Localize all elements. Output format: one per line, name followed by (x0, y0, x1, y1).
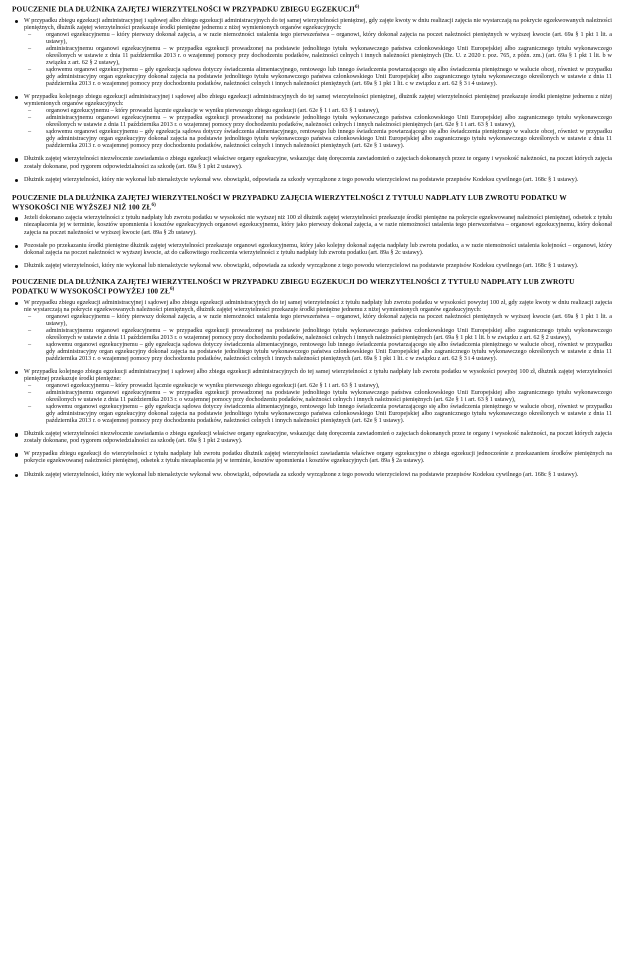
footnote-marker: 6) (355, 5, 360, 10)
paragraph-text: W przypadku zbiegu egzekucji do wierzytelności z tytułu nadpłaty lub zwrotu podatku dłużnik zajętej wierzytelności zawiadamia właściwe organy egzekucyjne o zbiegu egzekucji jednocześnie z przekazaniem środków pieniężnych na pokrycie egzekwowanej należności pieniężnej, odsetek z tytułu niezapłacenia jej w terminie, kosztów upomnienia i kosztów egzekucyjnych (art. 89a § 2a ustawy). (24, 451, 612, 465)
section-title-text: POUCZENIE DLA DŁUŻNIKA ZAJĘTEJ WIERZYTELNOŚCI W PRZYPADKU ZBIEGU EGZEKUCJI (12, 4, 355, 14)
bullet-item (12, 18, 612, 88)
bullet-item (12, 156, 612, 170)
notice-section (12, 278, 612, 479)
dash-list-item: – administracyjnemu organowi egzekucyjnemu – w przypadku egzekucji prowadzonej na podstawie jednolitego tytułu wykonawczego państwa członkowskiego Unii Europejskiej albo zagranicznego tytułu wykonawczego określonych w ustawie z dnia 11 października 2013 r. o wzajemnej pomocy przy dochodzeniu podatków, należności celnych i innych należności pieniężnych (Dz. U. z 2020 r. poz. 765, z późn. zm.) (art. 69a § 1 pkt 1 lit. b w związku z art. 62 § 2 ustawy), (24, 46, 612, 67)
section-title (12, 194, 612, 212)
dash-list-item: – administracyjnemu organowi egzekucyjnemu – w przypadku egzekucji prowadzonej na podstawie jednolitego tytułu wykonawczego państwa członkowskiego Unii Europejskiej albo zagranicznego tytułu wykonawczego określonych w ustawie z dnia 11 października 2013 r. o wzajemnej pomocy przy dochodzeniu podatków, należności celnych i innych należności pieniężnych (art. 62e § 1 i art. 63 § 1 ustawy), (24, 115, 612, 129)
notice-section (12, 194, 612, 270)
dash-list-item: – administracyjnemu organowi egzekucyjnemu – w przypadku egzekucji prowadzonej na podstawie jednolitego tytułu wykonawczego państwa członkowskiego Unii Europejskiej albo zagranicznego tytułu wykonawczego określonych w ustawie z dnia 11 października 2013 r. o wzajemnej pomocy przy dochodzeniu podatków, należności celnych i innych należności pieniężnych (art. 62e § 1 i art. 63 § 1 ustawy), (24, 390, 612, 404)
section-title (12, 4, 612, 14)
paragraph-text: Pozostałe po przekazaniu środki pieniężne dłużnik zajętej wierzytelności przekazuje organowi egzekucyjnemu, który jako kolejny dokonał zajęcia nadpłaty lub zwrotu podatku, a w razie niemożności ustalenia kolejności – organowi, który dokonał zajęcia na poczet należności w wyższej kwocie, aż do całkowitego rozliczenia wierzytelności z tytułu nadpłaty lub zwrotu podatku (art. 89a § 2c ustawy). (24, 242, 612, 256)
dash-list (24, 32, 612, 88)
paragraph-text: Jeżeli dokonano zajęcia wierzytelności z tytułu nadpłaty lub zwrotu podatku w wysokości nie wyższej niż 100 zł dłużnik zajętej wierzytelności przekazuje środki pieniężne na pokrycie egzekwowanej należności pieniężnej, odsetek z tytułu niezapłacenia jej w terminie, kosztów upomnienia i kosztów egzekucyjnych organowi egzekucyjnemu, który jako pierwszy dokonał zajęcia, a w razie niemożności ustalenia tego pierwszeństwa – organowi egzekucyjnemu, który dokonał zajęcia na poczet należności w wyższej kwocie (art. 89a § 2b ustawy). (24, 215, 612, 236)
footnote-marker: 6) (151, 202, 156, 208)
paragraph-text: Dłużnik zajętej wierzytelności, który nie wykonał lub nienależycie wykonał ww. obowiązki, odpowiada za szkody wyrządzone z tego powodu wierzycielowi na podstawie przepisów Kodeksu cywilnego (art. 168c § 1 ustawy). (24, 471, 579, 478)
bullet-item (12, 369, 612, 425)
dash-list-item: – organowi egzekucyjnemu – który prowadzi łącznie egzekucje w wyniku pierwszego zbiegu egzekucji (art. 62e § 1 i art. 63 § 1 ustawy), (24, 108, 612, 115)
footnote-marker: 6) (169, 286, 175, 292)
dash-list-item: – organowi egzekucyjnemu – który pierwszy dokonał zajęcia, a w razie niemożności ustalenia tego pierwszeństwa – organowi, który dokonał zajęcia na poczet należności pieniężnych w wyższej kwocie (art. 69a § 1 pkt 1 lit. a ustawy), (24, 32, 612, 46)
paragraph-text: W przypadku kolejnego zbiegu egzekucji administracyjnej i sądowej albo zbiegu egzekucji administracyjnych do tej samej wierzytelności pieniężnej, dłużnik zajętej wierzytelności pieniężnej przekazuje środki pieniężne jednemu z niżej wymienionych organów egzekucyjnych: (24, 94, 612, 108)
paragraph-text: Dłużnik zajętej wierzytelności, który nie wykonał lub nienależycie wykonał ww. obowiązki, odpowiada za szkody wyrządzone z tego powodu wierzycielowi na podstawie przepisów Kodeksu cywilnego (art. 168c § 1 ustawy). (24, 176, 579, 183)
paragraph-text: Dłużnik zajętej wierzytelności, który nie wykonał lub nienależycie wykonał ww. obowiązki, odpowiada za szkody wyrządzone z tego powodu wierzycielowi na podstawie przepisów Kodeksu cywilnego (art. 168c § 1 ustawy). (24, 262, 579, 269)
paragraph-text: Dłużnik zajętej wierzytelności niezwłocznie zawiadamia o zbiegu egzekucji właściwe organy egzekucyjne, wskazując datę doręczenia zawiadomień o zajęciach dokonanych przez te organy i wysokość należności, na poczet których zajęcia zostały dokonane, pod rygorem odpowiedzialności za szkodę (art. 69a § 1 pkt 2 ustawy). (24, 431, 612, 445)
bullet-item (12, 243, 612, 257)
section-title (12, 278, 612, 296)
dash-list (24, 314, 612, 363)
document-page (12, 0, 612, 479)
notice-section (12, 4, 612, 184)
bullet-item (12, 431, 612, 445)
paragraph-text: Dłużnik zajętej wierzytelności niezwłocznie zawiadamia o zbiegu egzekucji właściwe organy egzekucyjne, wskazując datę doręczenia zawiadomień o zajęciach dokonanych przez te organy i wysokość należności, na poczet których zajęcia zostały dokonane, pod rygorem odpowiedzialności za szkodę (art. 69a § 1 pkt 2 ustawy). (24, 156, 612, 170)
bullet-item (12, 94, 612, 150)
paragraph-text: W przypadku zbiegu egzekucji administracyjnej i sądowej albo zbiegu egzekucji administracyjnych do tej samej wierzytelności z tytułu nadpłaty lub zwrotu podatku w wysokości powyżej 100 zł, gdy zajęte kwoty w dniu realizacji zajęcia nie wystarczają na pokrycie egzekwowanych należności pieniężnych, dłużnik zajętej wierzytelności przekazuje środki pieniężne jednemu z niżej wymienionych organów egzekucyjnych: (24, 299, 612, 313)
bullet-item (12, 472, 612, 479)
bullet-item (12, 263, 612, 270)
bullet-item (12, 177, 612, 184)
dash-list-item: – organowi egzekucyjnemu – który pierwszy dokonał zajęcia, a w razie niemożności ustalenia tego pierwszeństwa – organowi, który dokonał zajęcia na poczet należności pieniężnych w wyższej kwocie (art. 69a § 1 pkt 1 lit. a ustawy), (24, 314, 612, 328)
section-title-text: POUCZENIE DLA DŁUŻNIKA ZAJĘTEJ WIERZYTELNOŚCI W PRZYPADKU ZAJĘCIA WIERZYTELNOŚCI Z TYTUŁU NADPŁATY LUB ZWROTU PODATKU W WYSOKOŚCI NIE WYŻSZEJ NIŻ 100 ZŁ (12, 192, 567, 212)
dash-list (24, 108, 612, 150)
paragraph-text: W przypadku kolejnego zbiegu egzekucji administracyjnej i sądowej albo zbiegu egzekucji administracyjnych do tej samej wierzytelności z tytułu nadpłaty lub zwrotu podatku w wysokości powyżej 100 zł, dłużnik zajętej wierzytelności pieniężnej przekazuje środki pieniężne: (24, 368, 612, 383)
bullet-item (12, 215, 612, 236)
bullet-item (12, 300, 612, 363)
dash-list (24, 383, 612, 425)
dash-list-item: – sądowemu organowi egzekucyjnemu – gdy egzekucja sądowa dotyczy świadczenia alimentacyjnego, rentowego lub innego świadczenia powtarzającego się albo świadczenia pieniężnego w walucie obcej, również w przypadku gdy administracyjny organ egzekucyjny dokonał zajęcia na podstawie jednolitego tytułu wykonawczego państwa członkowskiego Unii Europejskiej albo zagranicznego tytułu wykonawczego określonych w ustawie z dnia 11 października 2013 r. o wzajemnej pomocy przy dochodzeniu podatków, należności celnych i innych należności pieniężnych (art. 62e § 1 ustawy). (24, 129, 612, 150)
dash-list-item: – sądowemu organowi egzekucyjnemu – gdy egzekucja sądowa dotyczy świadczenia alimentacyjnego, rentowego lub innego świadczenia powtarzającego się albo świadczenia pieniężnego w walucie obcej, również w przypadku gdy administracyjny organ egzekucyjny dokonał zajęcia na podstawie jednolitego tytułu wykonawczego państwa członkowskiego Unii Europejskiej albo zagranicznego tytułu wykonawczego określonych w ustawie z dnia 11 października 2013 r. o wzajemnej pomocy przy dochodzeniu podatków, należności celnych i innych należności pieniężnych (art. 62e § 1 ustawy). (24, 404, 612, 425)
dash-list-item: – sądowemu organowi egzekucyjnemu – gdy egzekucja sądowa dotyczy świadczenia alimentacyjnego, rentowego lub innego świadczenia powtarzającego się albo świadczenia pieniężnego w walucie obcej, również w przypadku gdy administracyjny organ egzekucyjny dokonał zajęcia na podstawie jednolitego tytułu wykonawczego państwa członkowskiego Unii Europejskiej albo zagranicznego tytułu wykonawczego określonych w ustawie z dnia 11 października 2013 r. o wzajemnej pomocy przy dochodzeniu podatków, należności celnych i innych należności pieniężnych (art. 69a § 1 pkt 1 lit. c w związku z art. 62 § 3 i 4 ustawy). (24, 342, 612, 363)
paragraph-text: W przypadku zbiegu egzekucji administracyjnej i sądowej albo zbiegu egzekucji administracyjnych do tej samej wierzytelności pieniężnej, gdy zajęte kwoty w dniu realizacji zajęcia nie wystarczają na pokrycie egzekwowanych należności pieniężnych, dłużnik zajętej wierzytelności przekazuje środki pieniężne jednemu z niżej wymienionych organów egzekucyjnych: (24, 17, 612, 31)
section-title-text: POUCZENIE DLA DŁUŻNIKA ZAJĘTEJ WIERZYTELNOŚCI W PRZYPADKU ZBIEGU EGZEKUCJI DO WIERZYTELNOŚCI Z TYTUŁU NADPŁATY LUB ZWROTU PODATKU W WYSOKOŚCI POWYŻEJ 100 ZŁ (12, 276, 575, 296)
dash-list-item: – administracyjnemu organowi egzekucyjnemu – w przypadku egzekucji prowadzonej na podstawie jednolitego tytułu wykonawczego państwa członkowskiego Unii Europejskiej albo zagranicznego tytułu wykonawczego określonych w ustawie z dnia 11 października 2013 r. o wzajemnej pomocy przy dochodzeniu podatków, należności celnych i innych należności pieniężnych (art. 69a § 1 pkt 1 lit. b w związku z art. 62 § 2 ustawy), (24, 328, 612, 342)
dash-list-item: – organowi egzekucyjnemu – który prowadzi łącznie egzekucje w wyniku pierwszego zbiegu egzekucji (art. 62e § 1 i art. 63 § 1 ustawy), (24, 383, 612, 390)
bullet-item (12, 451, 612, 465)
dash-list-item: – sądowemu organowi egzekucyjnemu – gdy egzekucja sądowa dotyczy świadczenia alimentacyjnego, rentowego lub innego świadczenia powtarzającego się albo świadczenia pieniężnego w walucie obcej, również w przypadku gdy administracyjny organ egzekucyjny dokonał zajęcia na podstawie jednolitego tytułu wykonawczego państwa członkowskiego Unii Europejskiej albo zagranicznego tytułu wykonawczego określonych w ustawie z dnia 11 października 2013 r. o wzajemnej pomocy przy dochodzeniu podatków, należności celnych i innych należności pieniężnych (art. 69a § 1 pkt 1 lit. c w związku z art. 62 § 3 i 4 ustawy). (24, 67, 612, 88)
